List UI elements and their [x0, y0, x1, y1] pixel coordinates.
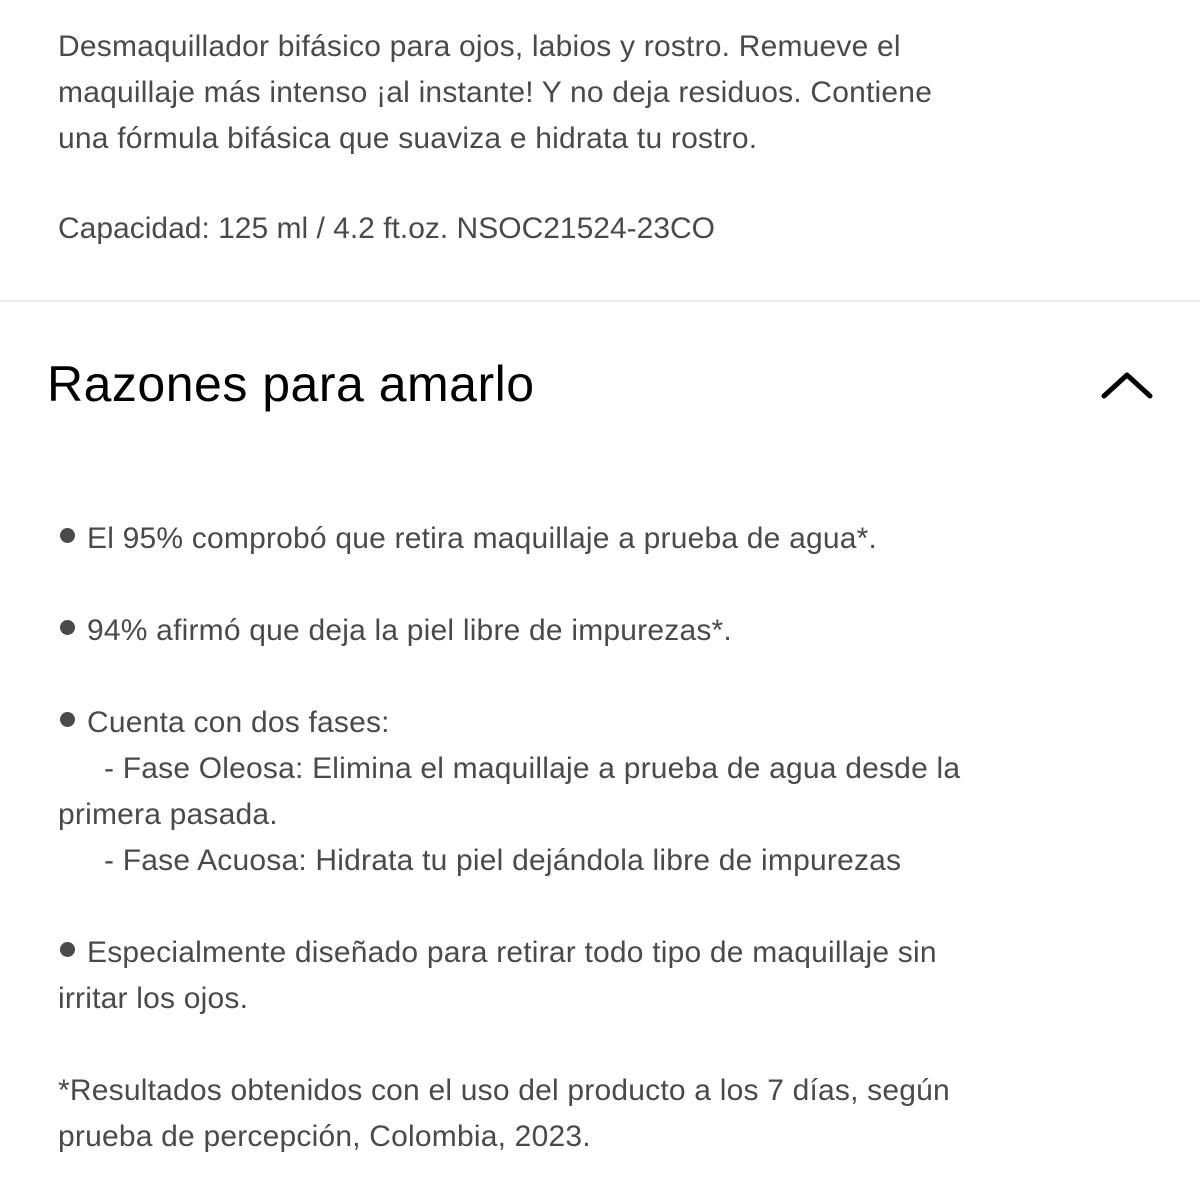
product-description [58, 24, 1158, 162]
list-item: Especialmente diseñado para retirar todo tipo de maquillaje sin [58, 930, 1158, 976]
bullet-icon [60, 528, 75, 543]
accordion-title: Razones para amarlo [47, 356, 535, 412]
description-line: Desmaquillador bifásico para ojos, labios y rostro. Remueve el [58, 30, 901, 63]
bullet-icon [60, 942, 75, 957]
description-line: una fórmula bifásica que suaviza e hidrata tu rostro. [58, 122, 758, 155]
footnote: prueba de percepción, Colombia, 2023. [58, 1120, 591, 1153]
accordion-content [58, 516, 1158, 1160]
footnote: *Resultados obtenidos con el uso del producto a los 7 días, según [58, 1074, 950, 1107]
list-item-continuation: irritar los ojos. [58, 982, 249, 1015]
list-item: El 95% comprobó que retira maquillaje a prueba de agua*. [58, 516, 1158, 562]
list-item: Cuenta con dos fases: [58, 700, 1158, 746]
sub-list-item-continuation: primera pasada. [58, 798, 278, 831]
sub-list-item: - Fase Acuosa: Hidrata tu piel dejándola libre de impurezas [104, 844, 902, 877]
bullet-icon [60, 712, 75, 727]
accordion-toggle-razones[interactable] [0, 340, 1200, 430]
bullet-icon [60, 620, 75, 635]
list-item: 94% afirmó que deja la piel libre de impurezas*. [58, 608, 1158, 654]
chevron-up-icon[interactable] [1100, 370, 1154, 400]
description-line: maquillaje más intenso ¡al instante! Y no deja residuos. Contiene [58, 76, 933, 109]
section-divider [0, 300, 1200, 302]
product-capacity: Capacidad: 125 ml / 4.2 ft.oz. NSOC21524-23CO [58, 212, 716, 245]
sub-list-item: - Fase Oleosa: Elimina el maquillaje a prueba de agua desde la [104, 752, 961, 785]
